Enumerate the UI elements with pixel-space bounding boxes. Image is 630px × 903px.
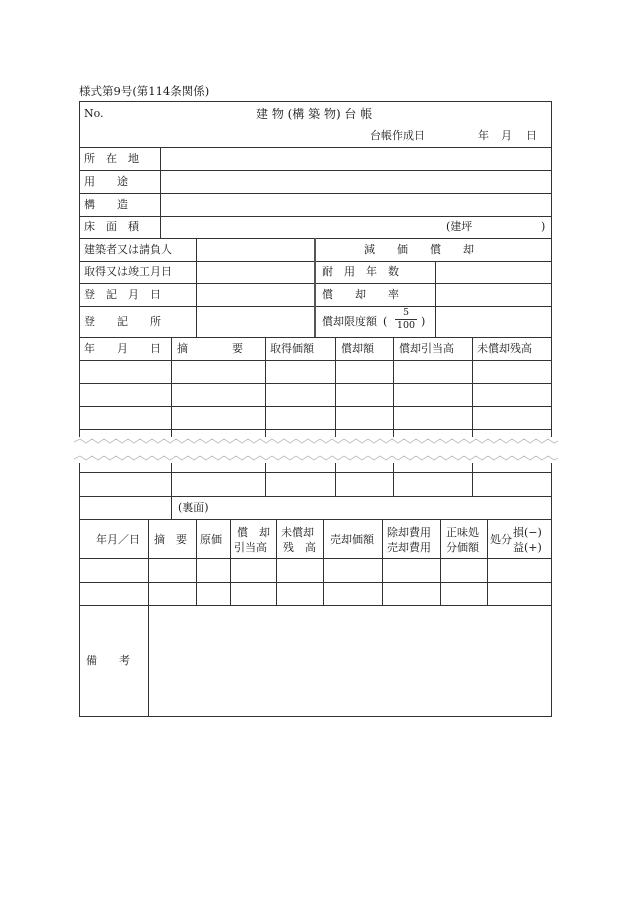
rule [435, 261, 436, 337]
rule [79, 216, 552, 217]
t2-header-dep-2: 引当高 [234, 541, 267, 554]
registry-label: 登 記 所 [84, 315, 161, 328]
building-area-close: ) [541, 220, 546, 233]
t2-header-dep-1: 償 却 [237, 526, 270, 539]
rule [79, 558, 552, 559]
rule [79, 406, 552, 407]
paren-open: ( [383, 315, 388, 328]
rule [382, 519, 383, 605]
t2-header-loss: 損(−) [513, 526, 542, 539]
useful-life-label: 耐 用 年 数 [322, 265, 399, 278]
purpose-label: 用 途 [84, 175, 128, 188]
structure-label: 構 造 [84, 198, 128, 211]
t2-header-net-1: 正味処 [446, 526, 479, 539]
rule [79, 472, 552, 473]
floor-area-label: 床 面 積 [84, 220, 139, 233]
rule [314, 238, 316, 337]
created-day: 日 [526, 129, 537, 142]
t2-header-removal-1: 除却費用 [387, 526, 431, 539]
torn-edge-graphic [74, 437, 558, 463]
t1-header-acquisition: 取得価額 [270, 342, 314, 355]
t2-header-disposal: 処分 [490, 533, 512, 546]
t2-header-date: 年月／日 [96, 533, 140, 546]
rule [79, 337, 552, 338]
rule [196, 238, 197, 337]
building-area-label: (建坪 [446, 220, 473, 233]
rule [79, 170, 552, 171]
t2-header-net-2: 分価額 [446, 541, 479, 554]
t2-header-original: 原価 [200, 533, 222, 546]
t2-header-removal-2: 売却費用 [387, 541, 431, 554]
remarks-label: 備 考 [86, 654, 130, 667]
limit-fraction [395, 308, 417, 331]
limit-numerator: 5 [402, 307, 410, 318]
page-break-gap [74, 437, 558, 463]
rule [440, 519, 441, 605]
limit-denominator: 100 [396, 320, 416, 331]
rule [79, 519, 552, 520]
t1-header-balance: 未償却残高 [477, 342, 532, 355]
rule [323, 519, 324, 605]
rule [230, 519, 231, 605]
rule [79, 582, 552, 583]
rule [487, 519, 488, 605]
back-side-label: (裏面) [178, 501, 209, 514]
created-month: 月 [501, 129, 512, 142]
rule [276, 519, 277, 605]
rule [171, 337, 172, 519]
t1-header-date: 年 月 日 [84, 342, 161, 355]
rule [79, 147, 552, 148]
builder-label: 建築者又は請負人 [84, 243, 172, 256]
t2-header-summary: 摘 要 [154, 533, 187, 546]
rule [148, 519, 149, 717]
rule [79, 429, 552, 430]
t1-header-depreciation: 償却額 [341, 342, 374, 355]
ledger-title: 建 物 (構 築 物) 台 帳 [256, 107, 373, 121]
rule [79, 383, 552, 384]
paren-close: ) [421, 315, 426, 328]
created-date-label: 台帳作成日 [370, 129, 425, 142]
rule [79, 360, 552, 361]
t1-header-summary: 摘 要 [177, 342, 243, 355]
rule [79, 193, 552, 194]
t2-header-undep-2: 残 高 [283, 541, 316, 554]
rule [196, 519, 197, 605]
location-label: 所 在 地 [84, 152, 139, 165]
form-number-label: 様式第9号(第114条関係) [79, 84, 210, 98]
t2-header-sale: 売却価額 [330, 533, 374, 546]
rate-label: 償 却 率 [322, 288, 399, 301]
acquired-date-label: 取得又は竣工月日 [84, 265, 172, 278]
t2-header-undep-1: 未償却 [281, 526, 314, 539]
created-year: 年 [478, 129, 489, 142]
t2-header-gain: 益(+) [513, 541, 542, 554]
depreciation-title: 減 価 償 却 [364, 243, 474, 256]
rule [79, 605, 552, 606]
t1-header-reserve: 償却引当高 [399, 342, 454, 355]
registered-date-label: 登 記 月 日 [84, 288, 161, 301]
limit-label: 償却限度額 [322, 315, 377, 328]
rule [79, 496, 552, 497]
rule [160, 147, 161, 238]
no-label: No. [84, 107, 104, 120]
